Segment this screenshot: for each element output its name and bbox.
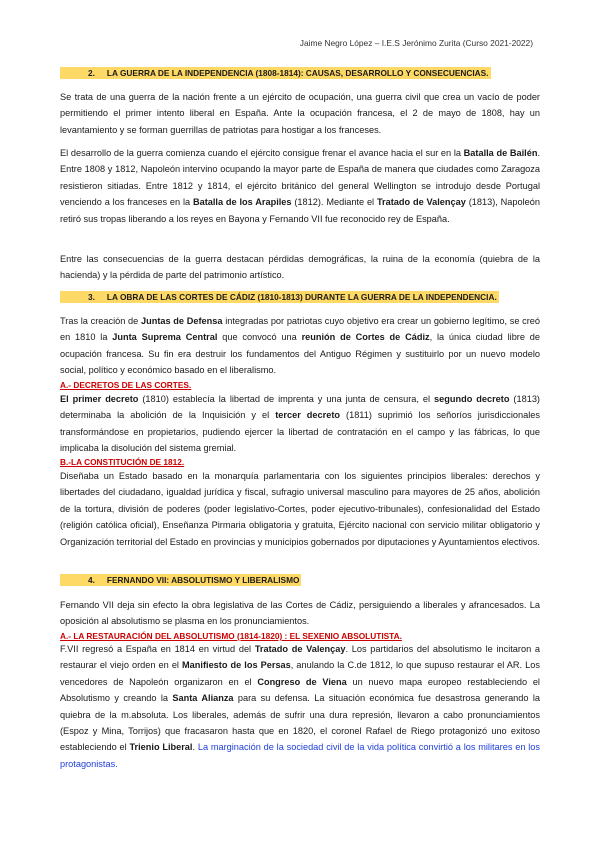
section-title: LA GUERRA DE LA INDEPENDENCIA (1808-1814): CAUSAS, DESARROLLO Y CONSECUENCIAS. bbox=[106, 68, 489, 78]
paragraph: Fernando VII deja sin efecto la obra legislativa de las Cortes de Cádiz, persiguiendo a liberales y afrancesados. La oposición al absolutismo se plasma en los pronunciamientos. bbox=[60, 600, 540, 627]
section-title: LA OBRA DE LAS CORTES DE CÁDIZ (1810-1813) DURANTE LA GUERRA DE LA INDEPENDENCIA. bbox=[106, 292, 497, 302]
paragraph: F.VII regresó a España en 1814 en virtud del Tratado de Valençay. Los partidarios del absolutismo le incitaron a restaurar el viejo orden en el Manifiesto de los Persas, anulando la C.de 1812, lo que supuso restaurar el AR. Los vencedores de Napoleón organizaron en el Congreso de Viena un nuevo mapa europeo restableciendo el Absolutismo y creando la Santa Alianza para su defensa. La situación económica fue desastrosa generando la quiebra de la m.absoluta. Los liberales, además de sufrir una dura represión, llevaron a cabo pronunciamientos (Espoz y Mina, Torrijos) que fracasaron hasta que en 1820, el coronel Rafael de Riego protagonizó uno exitoso estableciendo el Trienio Liberal. La marginación de la sociedad civil de la vida política convirtió a los militares en los protagonistas. bbox=[60, 644, 540, 769]
section-2-heading bbox=[60, 67, 540, 80]
section-number: 2. bbox=[88, 68, 95, 78]
section-4-heading bbox=[60, 574, 540, 587]
paragraph: El desarrollo de la guerra comienza cuando el ejército consigue frenar el avance hacia el sur en la Batalla de Bailén. Entre 1808 y 1812, Napoleón intervino ocupando la mayor parte de España de manera que ciudades como Zaragoza resistieron sitiadas. Entre 1812 y 1814, el ejército británico del general Wellington se introdujo desde Portugal venciendo a los franceses en la Batalla de los Arapiles (1812). Mediante el Tratado de Valençay (1813), Napoleón retiró sus tropas liberando a los reyes en Bayona y Fernando VII fue reconocido rey de España. bbox=[60, 148, 540, 224]
subsection-heading: B.-LA CONSTITUCIÓN DE 1812. bbox=[60, 457, 185, 467]
section-number: 3. bbox=[88, 292, 95, 302]
paragraph: Tras la creación de Juntas de Defensa integradas por patriotas cuyo objetivo era crear un gobierno legítimo, se creó en 1810 la Junta Suprema Central que convocó una reunión de Cortes de Cádiz, la única ciudad libre de ocupación francesa. Su fin era destruir los fundamentos del Antiguo Régimen y sustituirlo por un nuevo modelo social, político y económico basado en el liberalismo. bbox=[60, 316, 541, 376]
section-3-heading bbox=[60, 291, 540, 304]
paragraph: Diseñaba un Estado basado en la monarquía parlamentaria con los siguientes principios liberales: derechos y libertades del ciudadano, igualdad jurídica y fiscal, sufragio universal masculino para mayores de 25 años, abolición de la tortura, división de poderes (poder legislativo-Cortes, poder ejecutivo-tribunales), confesionalidad del Estado (religión católica oficial), Enseñanza Pirmaria obligatoria y gratuita, Ejército nacional con servicio militar obligatorio y Organización territorial del Estado en provincias y municipios gobernados por diputaciones y Ayuntamientos electivos. bbox=[60, 471, 540, 547]
highlighted-blue-text: La marginación de la sociedad civil de la vida política convirtió a los militares en los protagonistas. bbox=[60, 742, 540, 769]
paragraph: El primer decreto (1810) establecía la libertad de imprenta y una junta de censura, el segundo decreto (1813) determinaba la abolición de la Inquisición y el tercer decreto (1811) suprimió los señoríos jurisdiccionales transformándose en propietarios, pudiendo ejercer la libertad de contratación en el campo y las fábricas, lo que implicaba la disolución del sistema gremial. bbox=[60, 394, 541, 454]
paragraph: Entre las consecuencias de la guerra destacan pérdidas demográficas, la ruina de la economía (quiebra de la hacienda) y la pérdida de parte del patrimonio artístico. bbox=[60, 254, 540, 281]
header-author-line: Jaime Negro López – I.E.S Jerónimo Zurita (Curso 2021-2022) bbox=[299, 38, 533, 48]
subsection-heading: A.- DECRETOS DE LAS CORTES. bbox=[60, 380, 192, 390]
section-number: 4. bbox=[88, 575, 95, 585]
subsection-heading: A.- LA RESTAURACIÓN DEL ABSOLUTISMO (1814-1820) : EL SEXENIO ABSOLUTISTA. bbox=[60, 631, 402, 641]
section-title: FERNANDO VII: ABSOLUTISMO Y LIBERALISMO bbox=[106, 575, 300, 585]
paragraph: Se trata de una guerra de la nación frente a un ejército de ocupación, una guerra civil que crea un vacío de poder permitiendo el primer intento liberal en España. Ante la ocupación francesa, el 2 de mayo de 1808, hay un levantamiento y se forman guerrillas de patriotas para hostigar a los franceses. bbox=[60, 92, 540, 135]
